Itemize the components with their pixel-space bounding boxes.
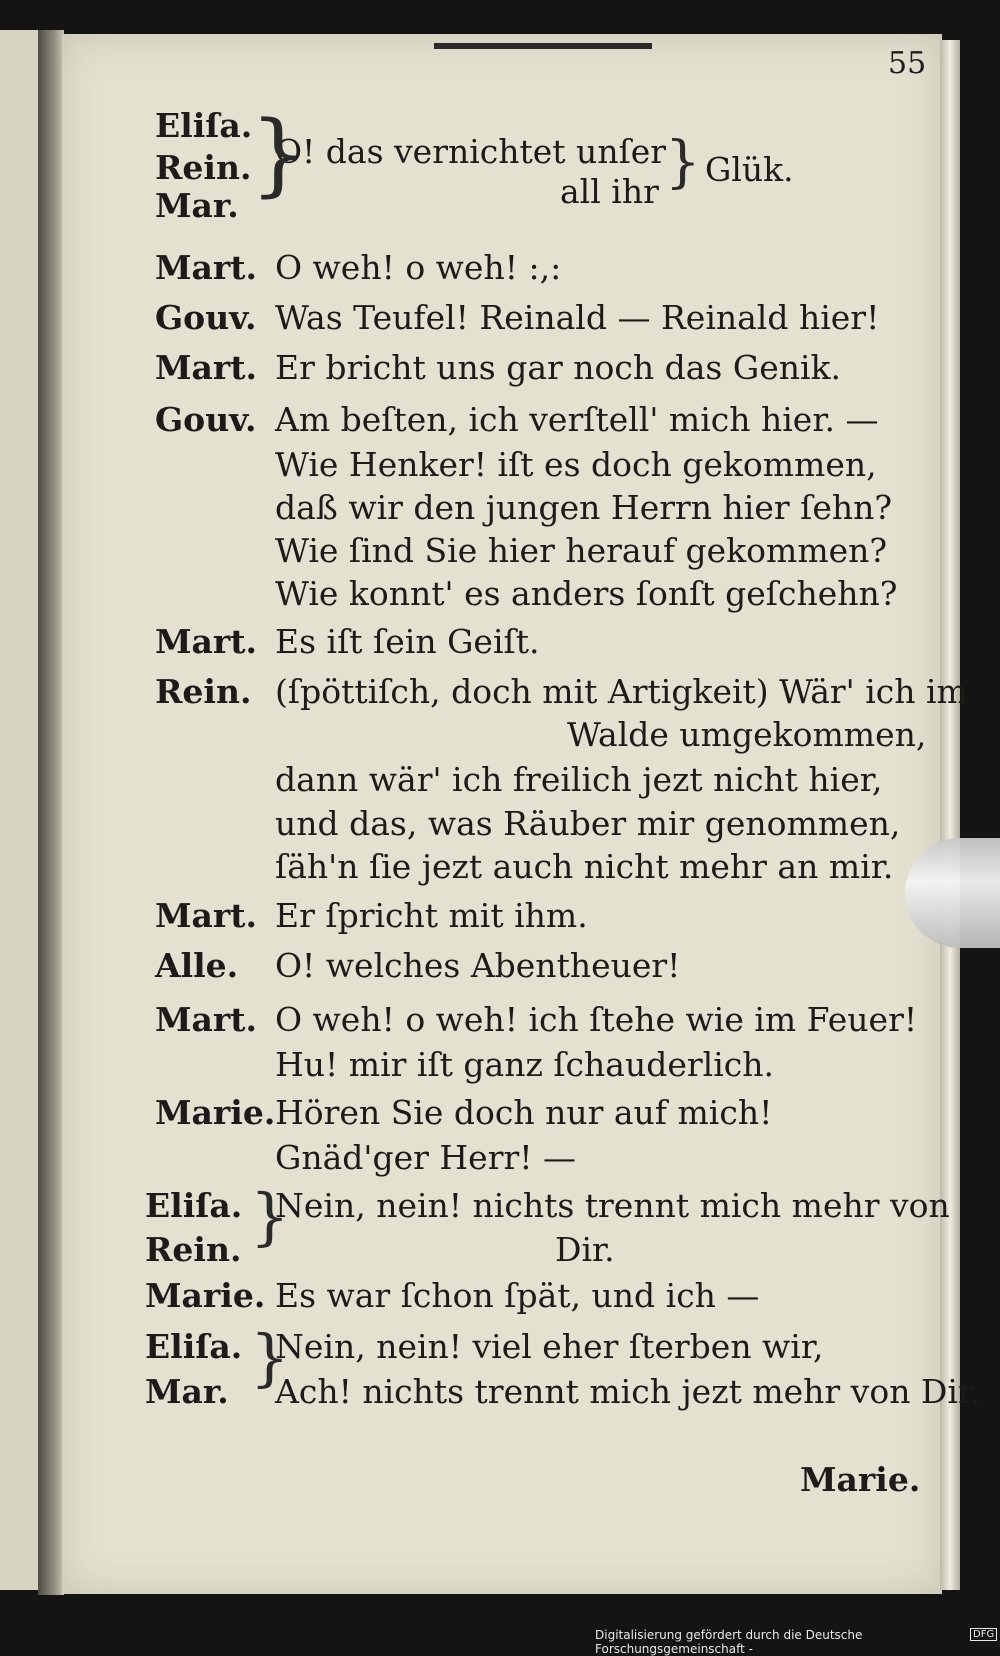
line-text: Nein, nein! viel eher ſterben wir, (275, 1327, 824, 1366)
line-text: Er ſpricht mit ihm. (275, 896, 588, 935)
dfg-logo: DFG (970, 1628, 997, 1641)
line-text: Am beſten, ich verſtell' mich hier. — (275, 400, 879, 439)
line-text: Walde umgekommen, (567, 715, 927, 754)
line-text: und das, was Räuber mir genommen, (275, 804, 901, 843)
speaker-label: Mart. (155, 622, 258, 661)
brace-left: } (250, 1180, 290, 1253)
line-text: Wie Henker! iſt es doch gekommen, (275, 445, 877, 484)
speaker-label: Marie. (145, 1276, 266, 1315)
speaker-label: Eliſa. (155, 106, 253, 145)
brace-left: } (250, 102, 308, 207)
speaker-label: Marie. (155, 1093, 276, 1132)
line-text: Es iſt ſein Geiſt. (275, 622, 540, 661)
speaker-label: Rein. (155, 148, 252, 187)
speaker-label: Mart. (155, 896, 258, 935)
brace-left: } (250, 1321, 290, 1394)
line-text: Ach! nichts trennt mich jezt mehr von Dir. (275, 1372, 981, 1411)
line-text: Er bricht uns gar noch das Genik. (275, 348, 842, 387)
line-text: Hören Sie doch nur auf mich! (275, 1093, 773, 1132)
line-text: Wie konnt' es anders ſonſt geſchehn? (275, 574, 898, 613)
speaker-label: Eliſa. (145, 1327, 243, 1366)
line-text: O! welches Abentheuer! (275, 946, 681, 985)
speaker-label: Rein. (145, 1230, 242, 1269)
speaker-label: Mar. (155, 186, 239, 225)
page-number: 55 (888, 46, 927, 81)
line-text: daß wir den jungen Herrn hier ſehn? (275, 488, 893, 527)
line-text: ſäh'n ſie jezt auch nicht mehr an mir. (275, 847, 894, 886)
brace-right: } (665, 130, 701, 195)
line-text: all ihr (560, 172, 659, 211)
speaker-label: Rein. (155, 672, 252, 711)
speaker-label: Mar. (145, 1372, 229, 1411)
speaker-label: Gouv. (155, 298, 257, 337)
line-text: dann wär' ich freilich jezt nicht hier, (275, 760, 883, 799)
speaker-label: Mart. (155, 1000, 258, 1039)
catchword: Marie. (800, 1460, 921, 1499)
line-text: Glük. (705, 150, 794, 189)
page-edge-stack (940, 40, 960, 1590)
line-text: Wie ſind Sie hier herauf gekommen? (275, 531, 888, 570)
digitization-credit: Digitalisierung gefördert durch die Deutsche Forschungsgemeinschaft - (595, 1628, 863, 1656)
line-text: (ſpöttiſch, doch mit Artigkeit) Wär' ich im (275, 672, 968, 711)
line-text: Was Teufel! Reinald — Reinald hier! (275, 298, 880, 337)
line-text: Gnäd'ger Herr! — (275, 1138, 577, 1177)
speaker-label: Gouv. (155, 400, 257, 439)
speaker-label: Mart. (155, 348, 258, 387)
speaker-label: Alle. (155, 946, 239, 985)
line-text: O weh! o weh! :,: (275, 248, 562, 287)
speaker-label: Eliſa. (145, 1186, 243, 1225)
line-text: Dir. (555, 1230, 615, 1269)
book-spine (38, 30, 64, 1595)
speaker-label: Mart. (155, 248, 258, 287)
header-rule (434, 43, 652, 49)
line-text: O! das vernichtet unſer (275, 132, 667, 171)
line-text: O weh! o weh! ich ſtehe wie im Feuer! (275, 1000, 918, 1039)
line-text: Es war ſchon ſpät, und ich — (275, 1276, 760, 1315)
line-text: Hu! mir iſt ganz ſchauderlich. (275, 1045, 774, 1084)
left-page-edge (0, 30, 42, 1590)
line-text: Nein, nein! nichts trennt mich mehr von (275, 1186, 950, 1225)
